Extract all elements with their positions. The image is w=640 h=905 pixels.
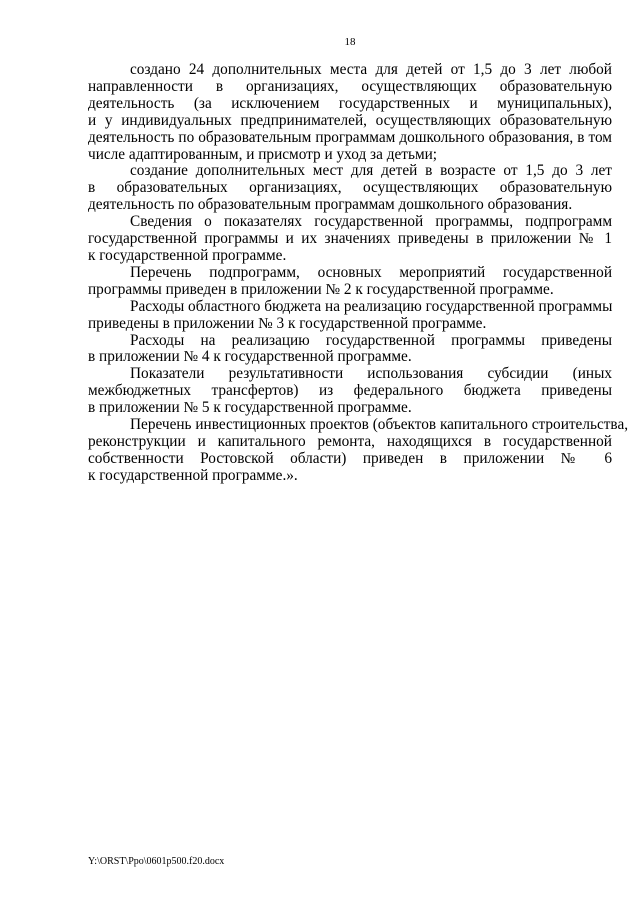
text-line: числе адаптированным, и присмотр и уход за детьми;: [88, 145, 438, 163]
text-line: государственной программы и их значениях приведены в приложении № 1: [88, 230, 612, 248]
text-line: и у индивидуальных предпринимателей, осуществляющих образовательную: [88, 111, 612, 129]
text-line: в приложении № 4 к государственной программе.: [88, 348, 412, 366]
text-line: создание дополнительных мест для детей в возрасте от 1,5 до 3 лет: [130, 162, 612, 180]
text-line: Показатели результативности использования субсидии (иных: [130, 365, 612, 383]
text-line: Перечень инвестиционных проектов (объектов капитального строительства,: [130, 416, 629, 434]
page-number: 18: [344, 36, 356, 48]
paragraph: [88, 299, 612, 333]
text-line: к государственной программе.: [88, 246, 287, 264]
text-line: реконструкции и капитального ремонта, находящихся в государственной: [88, 432, 612, 450]
text-line: к государственной программе.».: [88, 466, 298, 484]
text-line: деятельность по образовательным программам дошкольного образования.: [88, 196, 573, 214]
paragraph: [88, 62, 612, 163]
text-line: Расходы на реализацию государственной программы приведены: [130, 331, 612, 349]
text-line: в приложении № 5 к государственной программе.: [88, 399, 412, 417]
document-body: [88, 61, 629, 485]
text-line: межбюджетных трансфертов) из федерального бюджета приведены: [88, 382, 612, 400]
text-line: Перечень подпрограмм, основных мероприятий государственной: [130, 263, 612, 281]
text-line: деятельность (за исключением государственных и муниципальных),: [88, 94, 612, 112]
text-line: Расходы областного бюджета на реализацию государственной программы: [130, 297, 613, 315]
paragraph: [88, 214, 612, 265]
text-line: в образовательных организациях, осуществляющих образовательную: [88, 179, 612, 197]
paragraph: [88, 333, 612, 367]
paragraph: [88, 416, 629, 485]
footer-file-path: Y:\ORST\Ppo\0601p500.f20.docx: [88, 856, 225, 867]
paragraph: [88, 163, 612, 214]
text-line: приведены в приложении № 3 к государственной программе.: [88, 314, 487, 332]
text-line: программы приведен в приложении № 2 к государственной программе.: [88, 280, 554, 298]
paragraph: [88, 265, 612, 299]
text-line: деятельность по образовательным программам дошкольного образования, в том: [88, 128, 612, 146]
text-line: Сведения о показателях государственной программы, подпрограмм: [130, 213, 612, 231]
paragraph: [88, 366, 612, 417]
text-line: собственности Ростовской области) приведен в приложении № 6: [88, 449, 612, 467]
text-line: направленности в организациях, осуществляющих образовательную: [88, 77, 612, 95]
text-line: создано 24 дополнительных места для детей от 1,5 до 3 лет любой: [130, 61, 612, 78]
